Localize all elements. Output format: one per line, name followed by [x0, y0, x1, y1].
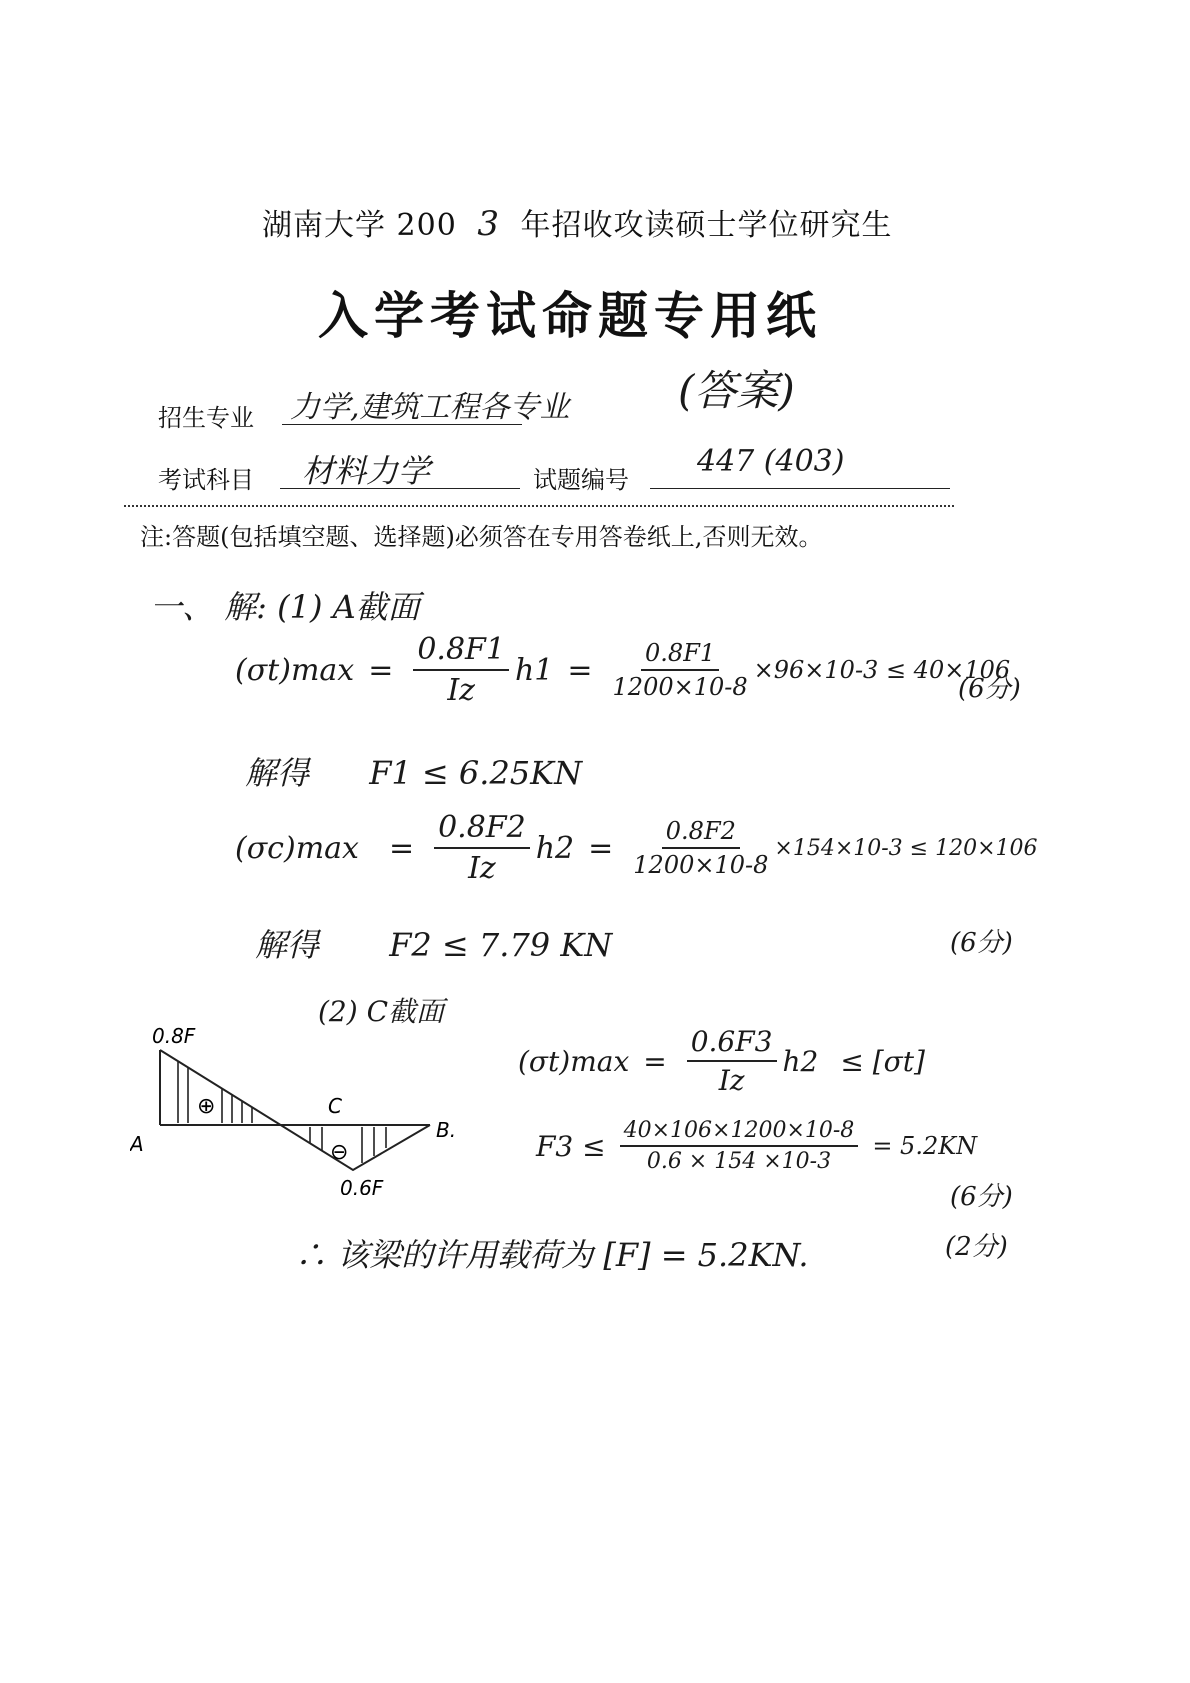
equation-4 [536, 1118, 977, 1174]
code-label: 试题编号 [533, 466, 629, 494]
eq1-f2-den: 1200×10-8 [612, 673, 748, 701]
note-text: 注:答题(包括填空题、选择题)必须答在专用答卷纸上,否则无效。 [140, 523, 823, 551]
label-top: 0.8F [152, 1024, 196, 1048]
eq1-f1-num: 0.8F1 [413, 632, 509, 671]
eq1-fraction-1 [413, 632, 509, 708]
equation-3: (σt)max = $\frac{0.6F3}{Iz}$ h2 ≤ [σt] [518, 1025, 925, 1097]
minus-sign: ⊖ [330, 1140, 349, 1165]
conclusion-score: (2分) [945, 1232, 1008, 1262]
subject-underline [280, 488, 520, 489]
conclusion: ∴ 该梁的许用载荷为 [F] = 5.2KN. [295, 1236, 809, 1274]
eq2-lhs: (σc)max [235, 830, 359, 866]
eq1-fraction-2 [613, 639, 748, 701]
label-b: B. [436, 1118, 457, 1142]
solution-heading: 一、 解: (1) A截面 [150, 588, 420, 626]
equation-2: (σc)max = $\frac{0.8F2}{Iz}$ h2 = $\frac{0.8F2}{1200\times 10-8}$ ×154×10-3 ≤ 120×106 [235, 810, 1038, 886]
eq2-fraction-2 [633, 817, 768, 879]
eq2-f2-num: 0.8F2 [662, 817, 740, 849]
subject-label: 考试科目 [158, 466, 254, 494]
eq2-f1-den: Iz [468, 851, 496, 886]
header-year-digit: 3 [477, 204, 500, 244]
eq1-lhs: (σt)max [235, 652, 355, 688]
eq1-f1-den: Iz [447, 673, 475, 708]
label-a: A [130, 1132, 144, 1156]
code-underline [650, 488, 950, 489]
result-1 [245, 748, 582, 794]
res1-label: 解得 [245, 754, 310, 792]
major-value: 力学,建筑工程各专业 [290, 390, 570, 425]
eq2-f2-den: 1200×10-8 [633, 851, 769, 879]
eq2-h: h2 [535, 830, 575, 866]
eq3-den: Iz [718, 1064, 745, 1097]
answer-tag: (答案) [678, 366, 795, 415]
eq3-tail: ≤ [σt] [840, 1044, 925, 1078]
eq2-fraction-1 [434, 810, 530, 886]
eq2-tail: ×154×10-3 ≤ 120×106 [774, 835, 1038, 861]
eq1-tail: ×96×10-3 ≤ 40×106 [753, 656, 1011, 684]
eq4-fraction [620, 1118, 859, 1174]
header-suffix: 年招收攻读硕士学位研究生 [520, 208, 893, 243]
eq3-fraction [687, 1025, 777, 1097]
dotted-separator [124, 505, 954, 507]
eq4-den: 0.6 × 154 ×10-3 [646, 1149, 832, 1174]
res1-value: F1 ≤ 6.25KN [369, 754, 583, 792]
res2-score: (6分) [950, 928, 1013, 958]
major-underline [282, 424, 522, 425]
eq1-f2-num: 0.8F1 [641, 639, 719, 671]
code-value: 447 (403) [697, 444, 845, 479]
eq2-f1-num: 0.8F2 [434, 810, 530, 849]
label-bottom: 0.6F [340, 1176, 384, 1195]
label-c: C [328, 1094, 342, 1118]
eq4-lhs: F3 ≤ [536, 1129, 606, 1163]
eq1-h: h1 [514, 652, 554, 688]
subject-value: 材料力学 [302, 452, 431, 490]
page-title: 入学考试命题专用纸 [318, 286, 822, 345]
eq1-score: (6分) [958, 674, 1021, 704]
result-2 [255, 920, 612, 966]
plus-sign: ⊕ [197, 1094, 216, 1119]
eq3-lhs: (σt)max [518, 1044, 630, 1078]
moment-diagram [130, 1015, 470, 1195]
eq4-num: 40×106×1200×10-8 [620, 1118, 859, 1147]
eq4-score: (6分) [950, 1182, 1013, 1212]
eq3-num: 0.6F3 [687, 1025, 777, 1062]
res2-label: 解得 [255, 926, 320, 964]
eq4-result: = 5.2KN [872, 1132, 978, 1160]
section-2-heading: (2) C截面 [318, 995, 444, 1028]
equation-1: (σt)max = $\frac{0.8F1}{Iz}$ h1 = $\frac{0.8F1}{1200\times 10-8}$ ×96×10-3 ≤ 40×106 [235, 632, 1011, 708]
header-prefix: 湖南大学 200 [262, 208, 457, 243]
header-line [262, 200, 893, 244]
eq3-h: h2 [782, 1044, 819, 1078]
res2-value: F2 ≤ 7.79 KN [389, 926, 613, 964]
major-label: 招生专业 [158, 404, 254, 432]
